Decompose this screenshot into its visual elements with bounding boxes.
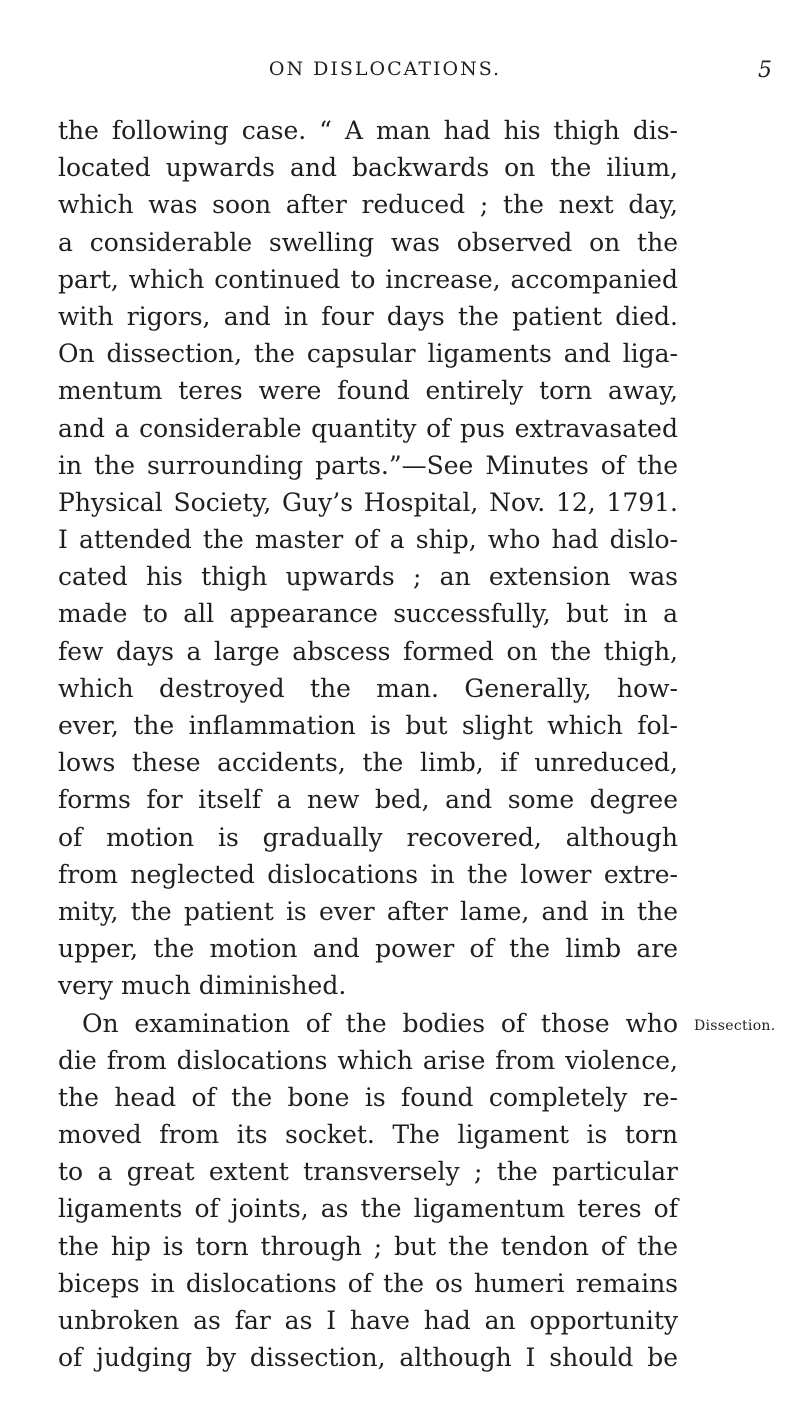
- text-line: I attended the master of a ship, who had dislo-: [58, 525, 678, 555]
- text-line: made to all appearance successfully, but in a: [58, 599, 678, 629]
- text-line: located upwards and backwards on the ilium,: [58, 153, 678, 183]
- margin-note: Dissection.: [694, 1018, 776, 1034]
- text-line: forms for itself a new bed, and some degree: [58, 785, 678, 815]
- text-line: unbroken as far as I have had an opportunity: [58, 1306, 678, 1335]
- text-line: die from dislocations which arise from violence,: [58, 1045, 678, 1075]
- text-line: mentum teres were found entirely torn away,: [58, 376, 678, 406]
- paragraph-start-line: On examination of the bodies of those who: [82, 1008, 678, 1038]
- text-line: moved from its socket. The ligament is torn: [58, 1120, 678, 1150]
- text-line: biceps in dislocations of the os humeri remains: [58, 1268, 678, 1298]
- text-line: ligaments of joints, as the ligamentum teres of: [58, 1194, 678, 1224]
- text-line: upper, the motion and power of the limb are: [58, 934, 678, 964]
- text-line: in the surrounding parts.”—See Minutes of the: [58, 450, 678, 480]
- running-title: ON DISLOCATIONS.: [268, 58, 502, 80]
- text-line: ever, the inflammation is but slight which fol-: [58, 711, 678, 740]
- text-line: the hip is torn through ; but the tendon of the: [58, 1231, 678, 1261]
- text-line: and a considerable quantity of pus extravasated: [58, 413, 678, 443]
- page-number: 5: [758, 58, 772, 83]
- text-line: mity, the patient is ever after lame, and in the: [58, 896, 678, 926]
- text-line: with rigors, and in four days the patient died.: [58, 301, 678, 331]
- text-line: the head of the bone is found completely re-: [58, 1082, 678, 1112]
- text-line: to a great extent transversely ; the particular: [58, 1157, 678, 1187]
- body-text: [58, 112, 678, 1376]
- text-line: lows these accidents, the limb, if unreduced,: [58, 748, 678, 778]
- text-line: very much diminished.: [58, 971, 347, 1001]
- text-line: of motion is gradually recovered, although: [58, 822, 678, 852]
- text-line: part, which continued to increase, accompanied: [58, 264, 678, 294]
- text-line: Physical Society, Guy’s Hospital, Nov. 12, 1791.: [58, 487, 678, 517]
- text-line: cated his thigh upwards ; an extension was: [58, 562, 678, 592]
- text-line: On dissection, the capsular ligaments and liga-: [58, 339, 678, 369]
- text-line: which destroyed the man. Generally, how-: [58, 673, 678, 703]
- text-line: of judging by dissection, although I should be: [58, 1343, 678, 1373]
- text-line: a considerable swelling was observed on the: [58, 227, 678, 257]
- text-line: the following case. “ A man had his thigh dis-: [58, 116, 678, 145]
- text-line: from neglected dislocations in the lower extre-: [58, 859, 678, 889]
- running-head: [0, 58, 800, 88]
- text-line: which was soon after reduced ; the next day,: [58, 190, 678, 220]
- text-line: few days a large abscess formed on the thigh,: [58, 636, 678, 666]
